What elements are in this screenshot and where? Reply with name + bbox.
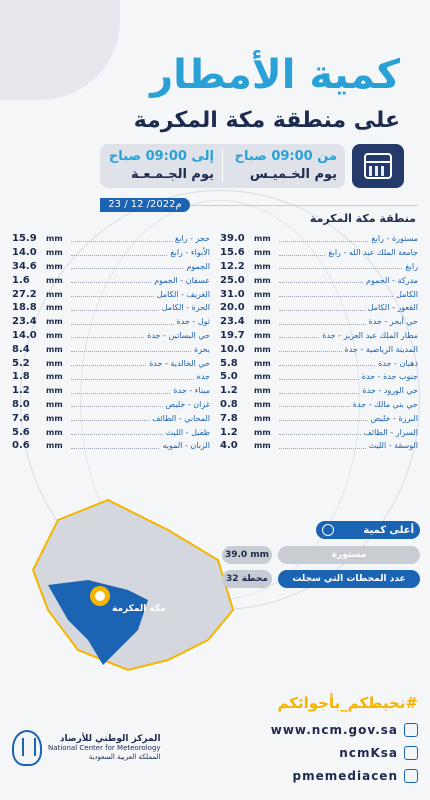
station-name: الكامل — [396, 289, 418, 299]
org-name-en: National Center for Meteorology — [48, 743, 161, 752]
rainfall-row — [12, 301, 210, 315]
station-name: القعور - الكامل — [367, 303, 418, 313]
rainfall-value: 19.7 — [220, 329, 245, 341]
rainfall-row — [220, 232, 418, 246]
station-name: رابغ — [405, 261, 418, 271]
rainfall-value: 5.0 — [220, 371, 238, 383]
dot-leader — [279, 388, 359, 394]
unit-label: mm — [254, 386, 271, 396]
rainfall-row — [12, 411, 210, 425]
rainfall-value: 1.6 — [12, 274, 30, 286]
rainfall-value: 8.0 — [12, 398, 30, 410]
dot-leader — [71, 429, 163, 435]
rainfall-value: 25.0 — [220, 274, 245, 286]
max-value: 39.0 mm — [222, 546, 272, 564]
dot-leader — [71, 277, 151, 283]
station-name: مستورة - رابغ — [371, 234, 418, 244]
rainfall-row — [220, 260, 418, 274]
dot-leader — [71, 305, 159, 311]
calendar-icon — [352, 144, 404, 188]
station-name: مدركة - الجموم — [366, 275, 418, 285]
rainfall-row — [220, 301, 418, 315]
rainfall-value: 7.6 — [12, 412, 30, 424]
rainfall-value: 23.4 — [220, 316, 245, 328]
org-country: المملكة العربية السعودية — [88, 752, 161, 761]
dot-leader — [71, 415, 149, 421]
rainfall-row — [12, 287, 210, 301]
rainfall-value: 1.2 — [12, 385, 30, 397]
period-box — [100, 144, 345, 188]
twitter-handle[interactable] — [293, 769, 418, 783]
station-name: حي البساتين - جدة — [147, 330, 210, 340]
station-name: ثول - جدة — [176, 317, 210, 327]
rainfall-row — [12, 370, 210, 384]
unit-label: mm — [254, 427, 271, 437]
rainfall-value: 14.0 — [12, 329, 37, 341]
org-name-ar: المركز الوطني للأرصاد — [59, 733, 161, 744]
hashtag: #نحيطكم_بأجوائكم — [277, 694, 418, 712]
saudi-map — [18, 490, 243, 680]
to-day: يوم الجـمـعـة — [130, 167, 214, 182]
emblem-icon — [12, 730, 42, 766]
unit-label: mm — [254, 317, 271, 327]
unit-label: mm — [254, 344, 271, 354]
rainfall-row — [220, 398, 418, 412]
rainfall-column-left — [12, 232, 210, 453]
station-name: الوسقة - الليث — [368, 441, 418, 451]
dot-leader — [71, 319, 174, 325]
to-time: إلى 09:00 صباح — [108, 149, 214, 164]
station-name: ذهبان - جدة — [378, 358, 418, 368]
station-name: جدة — [196, 372, 210, 382]
dot-leader — [279, 346, 342, 352]
unit-label: mm — [254, 275, 271, 285]
rainfall-value: 1.2 — [220, 426, 238, 438]
unit-label: mm — [46, 317, 63, 327]
dot-leader — [71, 236, 172, 242]
rainfall-row — [12, 246, 210, 260]
station-name: حي أبحر - جدة — [368, 317, 418, 327]
website-link[interactable]: www.ncm.gov.sa — [270, 723, 398, 737]
page-subtitle: على منطقة مكة المكرمة — [133, 108, 400, 133]
social-link[interactable]: ncmKsa — [339, 746, 398, 760]
unit-label: mm — [46, 234, 63, 244]
dot-leader — [71, 250, 167, 256]
unit-label: mm — [254, 248, 271, 258]
rainfall-row — [220, 356, 418, 370]
rainfall-row — [12, 260, 210, 274]
divider — [190, 205, 418, 206]
rainfall-row — [220, 384, 418, 398]
from-day: يوم الخـميـس — [249, 167, 337, 182]
dot-leader — [71, 374, 194, 380]
period-to — [100, 144, 222, 188]
unit-label: mm — [254, 330, 271, 340]
max-title: أعلى كمية — [363, 524, 414, 536]
dot-leader — [279, 291, 393, 297]
rainfall-row — [220, 329, 418, 343]
dot-leader — [279, 429, 361, 435]
rainfall-row — [220, 342, 418, 356]
station-name: بحرة — [194, 344, 210, 354]
rainfall-value: 34.6 — [12, 260, 37, 272]
rainfall-value: 1.8 — [12, 371, 30, 383]
station-name: حي الخالدية - جدة — [149, 358, 210, 368]
rainfall-value: 23.4 — [12, 316, 37, 328]
rainfall-value: 27.2 — [12, 288, 37, 300]
logo-text — [48, 735, 161, 762]
dot-leader — [71, 443, 159, 449]
unit-label: mm — [46, 275, 63, 285]
rainfall-row — [12, 342, 210, 356]
decorative-corner — [0, 0, 120, 100]
dot-leader — [279, 374, 359, 380]
rainfall-value: 20.0 — [220, 302, 245, 314]
unit-label: mm — [46, 344, 63, 354]
rainfall-value: 31.0 — [220, 288, 245, 300]
dot-leader — [71, 332, 144, 338]
dot-leader — [279, 277, 363, 283]
unit-label: mm — [46, 399, 63, 409]
rainfall-row — [12, 273, 210, 287]
dot-leader — [71, 388, 170, 394]
rainfall-row — [220, 370, 418, 384]
rainfall-value: 5.6 — [12, 426, 30, 438]
station-name: الأبواء - رابغ — [170, 248, 210, 258]
station-name: ظفيل - الليث — [165, 427, 210, 437]
dot-leader — [71, 291, 154, 297]
station-name: الغريف - الكامل — [156, 289, 210, 299]
rainfall-row — [12, 329, 210, 343]
max-station: مستورة — [278, 546, 420, 564]
rainfall-row — [12, 439, 210, 453]
dot-leader — [279, 443, 366, 449]
dot-leader — [71, 346, 191, 352]
instagram-icon — [404, 746, 418, 760]
rainfall-row — [220, 411, 418, 425]
rainfall-row — [12, 384, 210, 398]
rainfall-row — [220, 246, 418, 260]
ncm-logo — [12, 730, 161, 766]
rainfall-value: 7.8 — [220, 412, 238, 424]
rainfall-row — [12, 398, 210, 412]
unit-label: mm — [254, 399, 271, 409]
station-name: المدينة الرياضية - جدة — [344, 344, 418, 354]
station-name: المحاني - الطائف — [152, 413, 210, 423]
station-count-value: 32 محطة — [222, 570, 272, 588]
website[interactable] — [271, 723, 418, 737]
twitter-icon — [404, 769, 418, 783]
rainfall-row — [220, 315, 418, 329]
unit-label: mm — [46, 427, 63, 437]
unit-label: mm — [254, 261, 271, 271]
dot-leader — [279, 263, 402, 269]
station-name: حجر - رابغ — [174, 234, 210, 244]
rainfall-row — [220, 439, 418, 453]
station-name: غران - خليص — [165, 399, 210, 409]
map-label: مكة المكرمة — [112, 604, 166, 614]
unit-label: mm — [254, 303, 271, 313]
rainfall-value: 14.0 — [12, 247, 37, 259]
unit-label: mm — [46, 441, 63, 451]
rainfall-value: 15.6 — [220, 247, 245, 259]
rainfall-column-right — [220, 232, 418, 453]
dot-leader — [279, 319, 366, 325]
dot-leader — [279, 332, 319, 338]
station-name: مطار الملك عبد العزيز - جدة — [322, 330, 418, 340]
unit-label: mm — [254, 234, 271, 244]
rainfall-value: 10.0 — [220, 343, 245, 355]
station-name: حي بني مالك - جدة — [352, 399, 418, 409]
rain-cloud-icon — [322, 524, 334, 536]
station-name: الجموم — [186, 261, 210, 271]
unit-label: mm — [254, 358, 271, 368]
page-title: كمية الأمطار — [150, 52, 400, 98]
station-name: البرزة - خليص — [370, 413, 418, 423]
unit-label: mm — [46, 248, 63, 258]
station-name: السرار - الطائف — [363, 427, 418, 437]
station-count-label: عدد المحطات التي سجلت — [278, 570, 420, 588]
unit-label: mm — [46, 413, 63, 423]
globe-icon — [404, 723, 418, 737]
region-title: منطقة مكة المكرمة — [309, 212, 416, 225]
station-name: عسفان - الجموم — [154, 275, 210, 285]
dot-leader — [279, 360, 375, 366]
rainfall-value: 18.8 — [12, 302, 37, 314]
unit-label: mm — [46, 358, 63, 368]
station-name: جامعة الملك عبد الله - رابغ — [328, 248, 418, 258]
unit-label: mm — [46, 330, 63, 340]
unit-label: mm — [254, 413, 271, 423]
period-divider — [222, 150, 223, 182]
rainfall-value: 39.0 — [220, 233, 245, 245]
rainfall-value: 12.2 — [220, 260, 245, 272]
rainfall-row — [220, 287, 418, 301]
unit-label: mm — [254, 289, 271, 299]
dot-leader — [279, 415, 368, 421]
station-name: الزبان - المويه — [162, 441, 210, 451]
social-handle[interactable] — [339, 746, 418, 760]
rainfall-value: 5.2 — [12, 357, 30, 369]
station-name: ميناء - جدة — [173, 386, 210, 396]
rainfall-row — [220, 273, 418, 287]
dot-leader — [71, 360, 146, 366]
rainfall-value: 5.8 — [220, 357, 238, 369]
rainfall-value: 15.9 — [12, 233, 37, 245]
unit-label: mm — [46, 386, 63, 396]
rainfall-value: 8.4 — [12, 343, 30, 355]
station-name: الحرة - الكامل — [161, 303, 210, 313]
unit-label: mm — [46, 303, 63, 313]
from-time: من 09:00 صباح — [234, 149, 337, 164]
rainfall-row — [12, 315, 210, 329]
unit-label: mm — [46, 261, 63, 271]
max-amount-header — [316, 521, 420, 539]
unit-label: mm — [46, 372, 63, 382]
dot-leader — [71, 401, 163, 407]
unit-label: mm — [254, 441, 271, 451]
rainfall-row — [12, 356, 210, 370]
unit-label: mm — [46, 289, 63, 299]
rainfall-value: 1.2 — [220, 385, 238, 397]
dot-leader — [279, 250, 325, 256]
dot-leader — [279, 236, 368, 242]
twitter-link[interactable]: pmemediacen — [292, 769, 398, 783]
rainfall-value: 0.6 — [12, 440, 30, 452]
dot-leader — [279, 305, 365, 311]
rainfall-row — [220, 425, 418, 439]
rainfall-row — [12, 232, 210, 246]
rainfall-table — [12, 232, 418, 453]
rainfall-value: 4.0 — [220, 440, 238, 452]
dot-leader — [71, 263, 183, 269]
dot-leader — [279, 401, 350, 407]
period-from — [223, 144, 345, 188]
unit-label: mm — [254, 372, 271, 382]
rainfall-row — [12, 425, 210, 439]
rainfall-value: 0.8 — [220, 398, 238, 410]
date-badge: 23 / 12 /2022م — [100, 198, 190, 212]
station-name: حي الورود - جدة — [362, 386, 418, 396]
station-name: جنوب جدة - جدة — [361, 372, 418, 382]
